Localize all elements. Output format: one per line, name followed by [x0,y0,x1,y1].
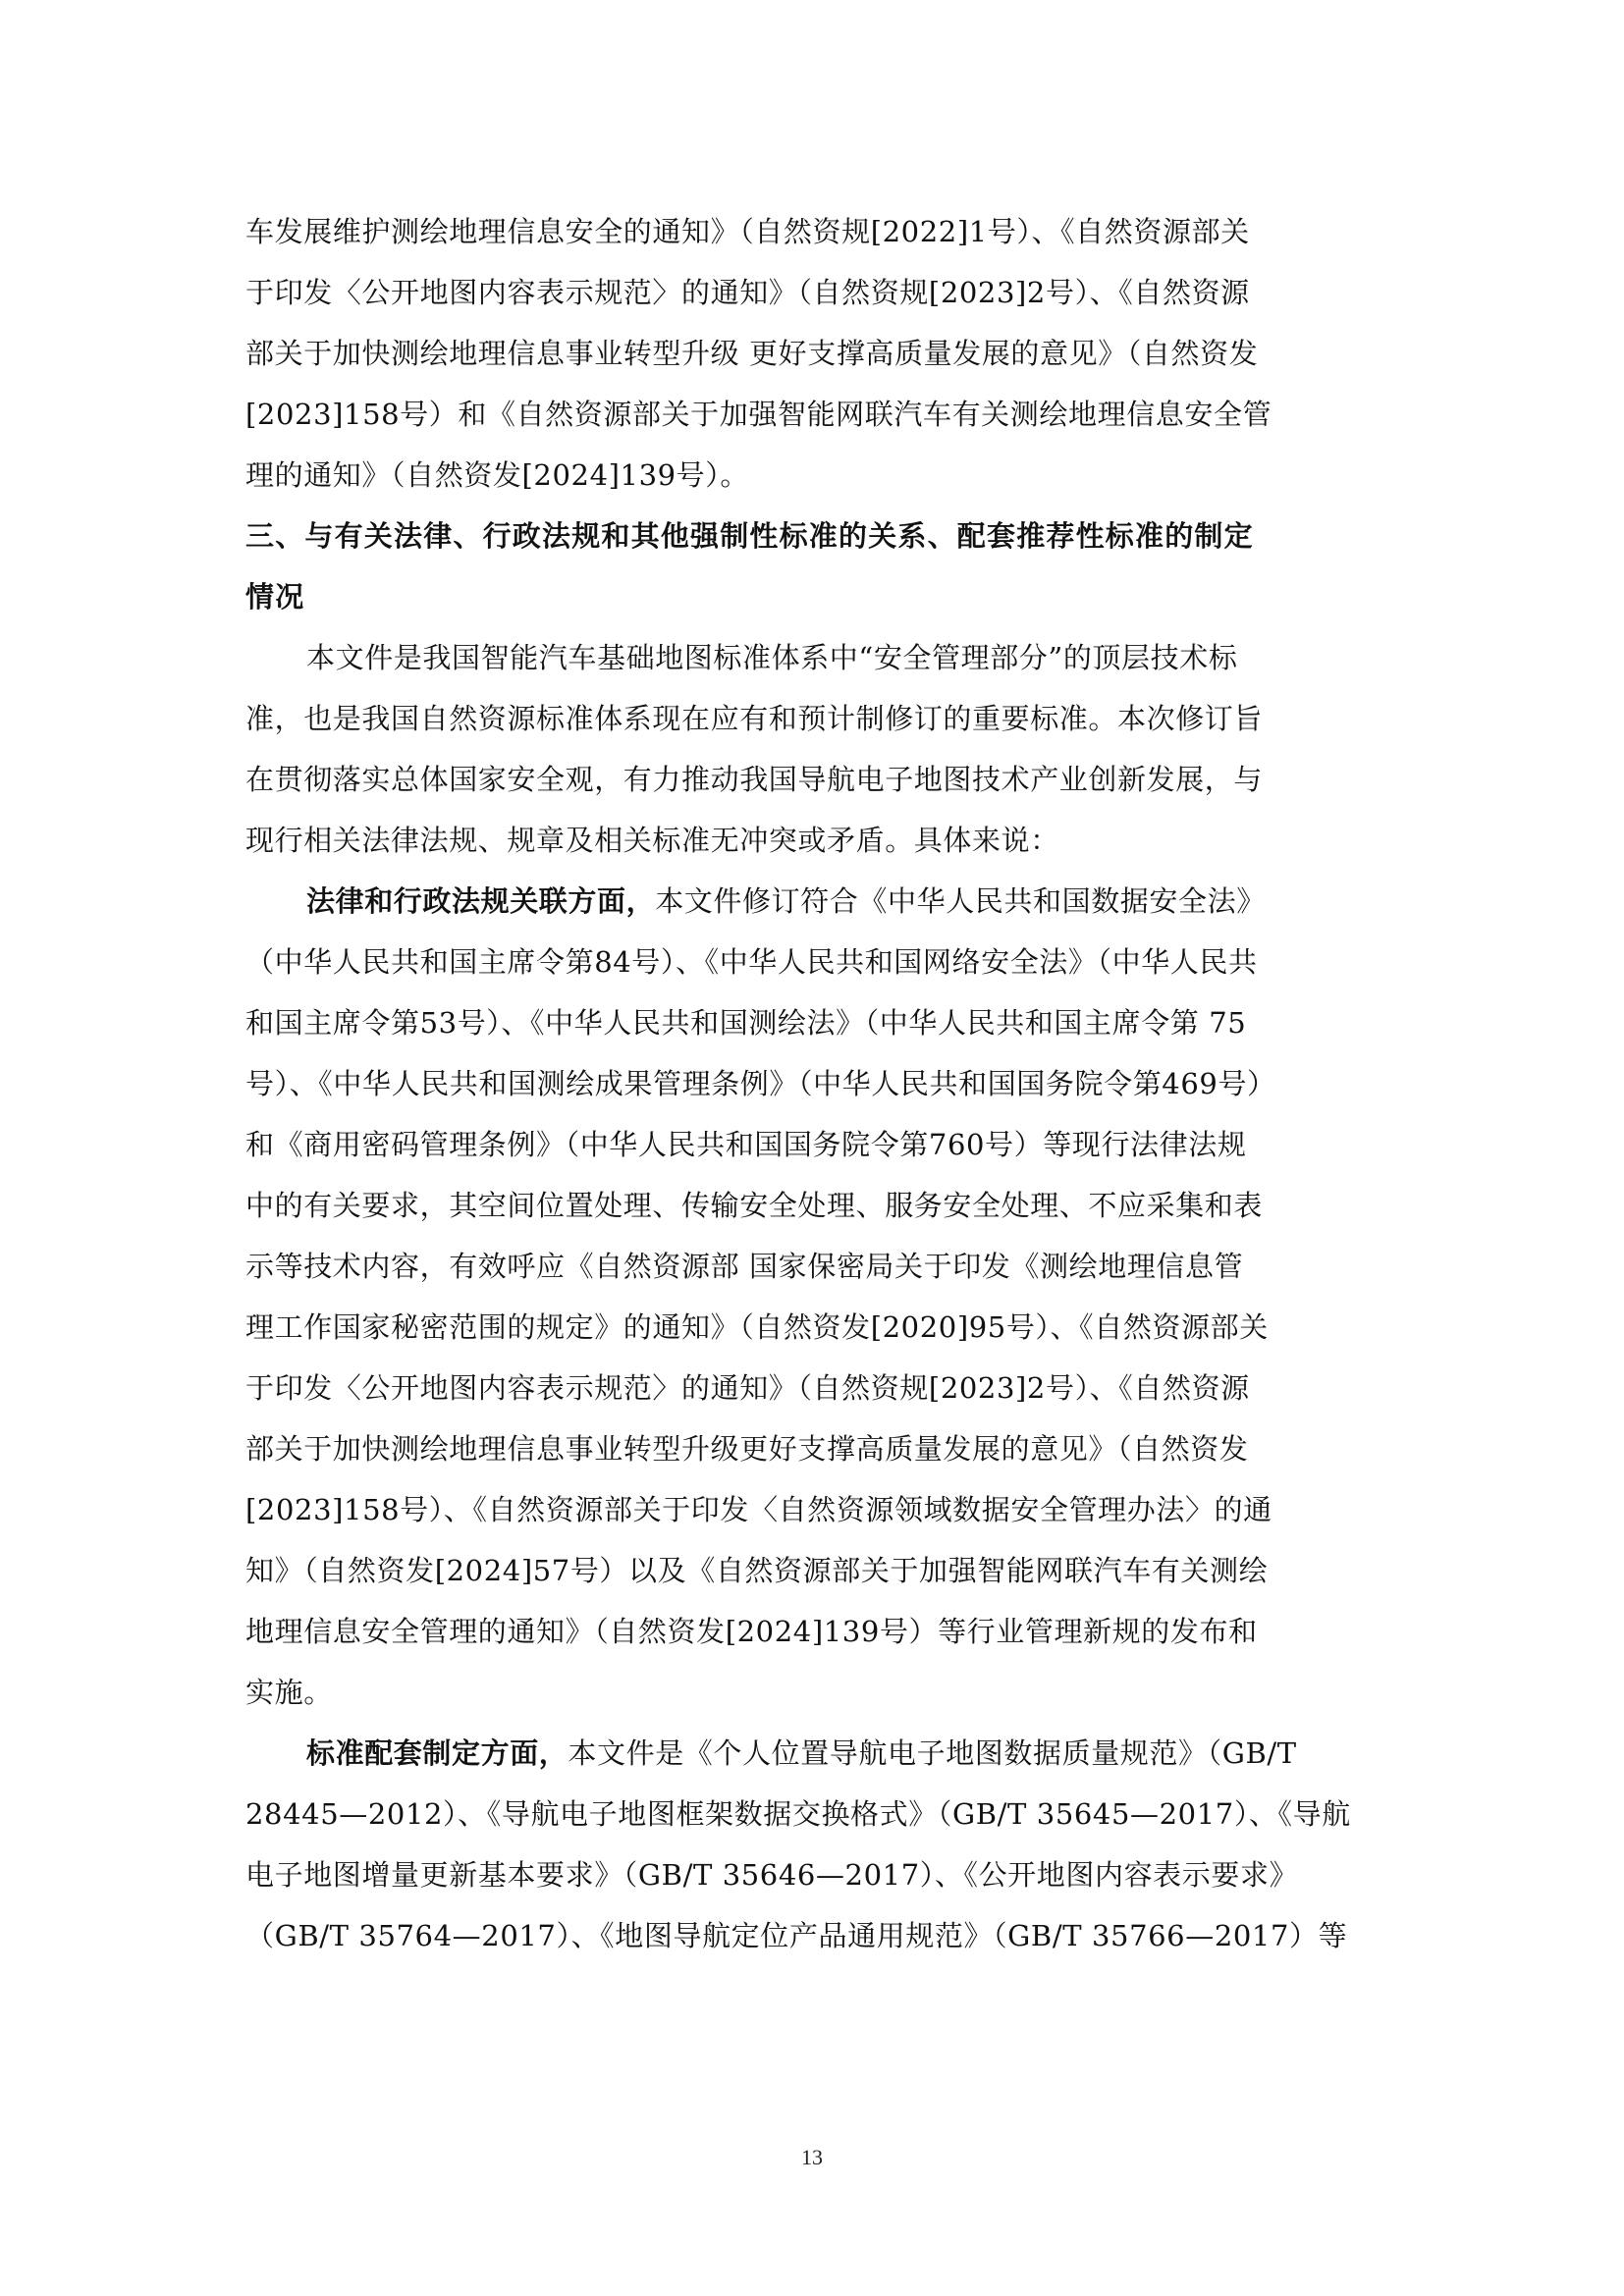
paragraph-line: [2023]158号）、《自然资源部关于印发〈自然资源领域数据安全管理办法〉的通 [245,1493,1272,1526]
paragraph-line: 部关于加快测绘地理信息事业转型升级更好支撑高质量发展的意见》（自然资发 [245,1432,1249,1466]
section-heading-continued: 情况 [245,580,305,614]
paragraph-line: 现行相关法律法规、规章及相关标准无冲突或矛盾。具体来说： [245,824,1059,857]
paragraph-line: 于印发〈公开地图内容表示规范〉的通知》（自然资规[2023]2号）、《自然资源 [245,276,1250,309]
paragraph-line: 车发展维护测绘地理信息安全的通知》（自然资规[2022]1号）、《自然资源部关 [245,215,1250,248]
paragraph-line: 实施。 [245,1676,333,1709]
paragraph-line: 理工作国家秘密范围的规定》的通知》（自然资发[2020]95号）、《自然资源部关 [245,1310,1269,1344]
paragraph-line: [2023]158号）和《自然资源部关于加强智能网联汽车有关测绘地理信息安全管 [245,398,1272,431]
paragraph-line: 在贯彻落实总体国家安全观，有力推动我国导航电子地图技术产业创新发展，与 [245,763,1264,796]
paragraph-line: 和《商用密码管理条例》（中华人民共和国国务院令第760号）等现行法律法规 [245,1128,1247,1161]
paragraph-line: 部关于加快测绘地理信息事业转型升级 更好支撑高质量发展的意见》（自然资发 [245,337,1259,370]
law-section-text: 本文件修订符合《中华人民共和国数据安全法》 [655,884,1266,918]
law-section-lead: 法律和行政法规关联方面， [306,884,656,918]
paragraph-line: （GB/T 35764—2017）、《地图导航定位产品通用规范》（GB/T 35766—2017）等 [245,1919,1348,1952]
paragraph-line: 电子地图增量更新基本要求》（GB/T 35646—2017）、《公开地图内容表示要求》 [245,1858,1299,1892]
paragraph-line: 本文件是我国智能汽车基础地图标准体系中“安全管理部分”的顶层技术标 [306,641,1238,674]
page-number: 13 [801,2145,823,2169]
paragraph-line: （中华人民共和国主席令第84号）、《中华人民共和国网络安全法》（中华人民共 [245,945,1258,979]
paragraph-line: 28445—2012）、《导航电子地图框架数据交换格式》（GB/T 35645—2017）、《导航 [245,1797,1351,1831]
paragraph-line [245,1723,1384,1784]
paragraph-line: 号）、《中华人民共和国测绘成果管理条例》（中华人民共和国国务院令第469号） [245,1067,1276,1100]
section-heading: 三、与有关法律、行政法规和其他强制性标准的关系、配套推荐性标准的制定 [245,519,1254,553]
paragraph-line: 地理信息安全管理的通知》（自然资发[2024]139号）等行业管理新规的发布和 [245,1615,1258,1648]
paragraph-line: 于印发〈公开地图内容表示规范〉的通知》（自然资规[2023]2号）、《自然资源 [245,1371,1250,1405]
paragraph-line [245,871,1384,932]
paragraph-line: 示等技术内容，有效呼应《自然资源部 国家保密局关于印发《测绘地理信息管 [245,1250,1244,1283]
standards-section-lead: 标准配套制定方面， [306,1736,568,1770]
paragraph-line: 准，也是我国自然资源标准体系现在应有和预计制修订的重要标准。本次修订旨 [245,702,1264,735]
standards-section-text: 本文件是《个人位置导航电子地图数据质量规范》（GB/T [568,1736,1297,1770]
paragraph-line: 中的有关要求，其空间位置处理、传输安全处理、服务安全处理、不应采集和表 [245,1189,1264,1222]
document-body [245,201,1384,1966]
paragraph-line: 理的通知》（自然资发[2024]139号）。 [245,458,749,492]
paragraph-line: 知》（自然资发[2024]57号）以及《自然资源部关于加强智能网联汽车有关测绘 [245,1554,1269,1587]
paragraph-line: 和国主席令第53号）、《中华人民共和国测绘法》（中华人民共和国主席令第 75 [245,1006,1247,1040]
